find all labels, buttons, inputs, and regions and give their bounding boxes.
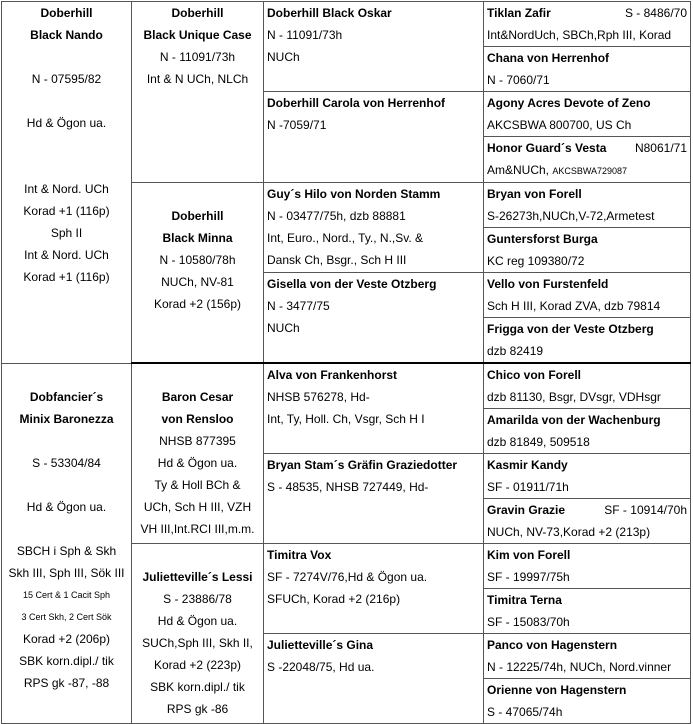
sire-name-line2: Black Nando [30, 28, 103, 42]
ss-titles: Int & N UCh, NLCh [146, 72, 249, 86]
gen4-line: Sch H III, Korad ZVA, dzb 79814 [487, 299, 661, 313]
dam-small: 15 Cert & 1 Cacit Sph [22, 589, 111, 600]
gen4-cell-15 [484, 634, 691, 679]
dam-health: Hd & Ögon ua. [26, 499, 107, 514]
dam-dam-cell [132, 544, 264, 724]
gen4-line: SF - 19997/75h [487, 570, 570, 584]
gen3-name: Doberhill Black Oskar [267, 6, 392, 20]
dam-name-line1: Dobfancier´s [29, 389, 104, 404]
gen4-name: Tiklan Zafir [487, 6, 551, 20]
ds-name-line1: Baron Cesar [161, 390, 234, 404]
sd-korad: Korad +2 (156p) [153, 297, 242, 311]
gen3-cell-7 [264, 544, 484, 634]
gen3-cell-1 [264, 2, 484, 92]
gen4-line: SF - 01911/71h [487, 480, 569, 494]
gen4-cell-10 [484, 409, 691, 454]
gen4-name: Chico von Forell [487, 368, 582, 382]
gen3-line: S - 48535, NHSB 727449, Hd- [267, 480, 429, 494]
gen4-cell-3 [484, 92, 691, 137]
dam-title: SBCH i Sph & Skh [16, 543, 117, 558]
gen3-cell-4 [264, 273, 484, 364]
gen4-line: dzb 81130, Bsgr, DVsgr, VDHsgr [487, 390, 661, 404]
gen3-line: S -22048/75, Hd ua. [267, 660, 375, 674]
sire-health: Hd & Ögon ua. [26, 116, 107, 130]
gen4-cell-8 [484, 318, 691, 364]
gen4-line: KC reg 109380/72 [487, 254, 585, 268]
gen3-name: Timitra Vox [267, 548, 332, 562]
dam-title: RPS gk -87, -88 [23, 675, 110, 690]
gen3-line: NHSB 576278, Hd- [267, 390, 370, 404]
gen4-cell-9 [484, 363, 691, 409]
gen4-name: Vello von Furstenfeld [487, 277, 609, 291]
dd-line: Hd & Ögon ua. [157, 614, 238, 628]
gen4-cell-7 [484, 273, 691, 318]
gen4-name: Honor Guard´s Vesta [487, 141, 607, 155]
sire-name-line1: Doberhill [40, 6, 93, 20]
dd-line: S - 23886/78 [163, 592, 232, 606]
gen4-line: N - 12225/74h, NUCh, Nord.vinner [487, 660, 672, 674]
gen4-line: dzb 82419 [487, 344, 544, 358]
gen4-name: Chana von Herrenhof [487, 51, 610, 65]
gen4-cell-6 [484, 228, 691, 273]
gen4-name: Agony Acres Devote of Zeno [487, 96, 651, 110]
ds-name-line2: von Rensloo [161, 412, 234, 426]
gen4-name: Orienne von Hagenstern [487, 683, 627, 697]
gen3-name: Doberhill Carola von Herrenhof [267, 96, 446, 110]
gen4-line: NUCh, NV-73,Korad +2 (213p) [487, 525, 651, 539]
gen4-line: dzb 81849, 509518 [487, 435, 590, 449]
gen4-name: Amarilda von der Wachenburg [487, 413, 661, 427]
gen4-line: S - 47065/74h [487, 705, 563, 719]
dam-title: Skh III, Sph III, Sök III [8, 565, 125, 580]
gen3-line: N - 11091/73h [267, 28, 343, 42]
dam-title: Korad +2 (206p) [22, 631, 111, 646]
dam-name-line2: Minix Baronezza [19, 411, 114, 426]
gen4-name: Kim von Forell [487, 548, 571, 562]
gen3-name: Alva von Frankenhorst [267, 368, 398, 382]
gen4-cell-2 [484, 47, 691, 92]
sd-titles: NUCh, NV-81 [161, 275, 234, 289]
gen3-line: N - 03477/75h, dzb 88881 [267, 209, 406, 223]
sd-name-line2: Black Minna [162, 231, 233, 245]
gen3-line: SFUCh, Korad +2 (216p) [267, 592, 401, 606]
gen3-cell-2 [264, 92, 484, 183]
gen3-line: Int, Ty, Holl. Ch, Vsgr, Sch H I [267, 412, 425, 426]
gen3-name: Guy´s Hilo von Norden Stamm [267, 187, 441, 201]
ds-line: VH III,Int.RCI III,m.m. [140, 522, 255, 536]
gen3-cell-6 [264, 454, 484, 544]
gen4-line: N - 7060/71 [487, 73, 550, 87]
dam-small: 3 Cert Skh, 2 Cert Sök [21, 611, 112, 622]
dam-cell [2, 363, 132, 724]
ds-line: Ty & Holl BCh & [154, 478, 241, 492]
gen3-line: NUCh [267, 50, 300, 64]
sire-title: Korad +1 (116p) [23, 270, 110, 284]
gen4-cell-14 [484, 589, 691, 634]
dd-line: SUCh,Sph III, Skh II, [142, 636, 253, 650]
gen3-line: Dansk Ch, Bsgr., Sch H III [267, 253, 407, 267]
dd-line: RPS gk -86 [166, 702, 229, 716]
gen4-name: Frigga von der Veste Otzberg [487, 322, 654, 336]
sire-sire-cell [132, 2, 264, 183]
gen4-reg: N8061/71 [634, 141, 687, 155]
gen3-line: N - 3477/75 [267, 299, 330, 313]
gen3-cell-3 [264, 183, 484, 273]
gen3-cell-5 [264, 363, 484, 454]
ds-line: Hd & Ögon ua. [157, 456, 238, 470]
gen4-line: Int&NordUch, SBCh,Rph III, Korad [487, 28, 672, 42]
gen4-cell-5 [484, 183, 691, 228]
gen4-name: Guntersforst Burga [487, 232, 598, 246]
gen3-line: SF - 7274V/76,Hd & Ögon ua. [267, 570, 428, 584]
gen4-name: Panco von Hagenstern [487, 638, 618, 652]
ss-name-line1: Doberhill [171, 6, 224, 20]
sd-reg: N - 10580/78h [159, 253, 236, 267]
sire-reg: N - 07595/82 [31, 72, 102, 86]
dd-line: Korad +2 (223p) [153, 658, 242, 672]
gen3-line: NUCh [267, 321, 300, 335]
sire-title: Int & Nord. UCh [24, 182, 109, 196]
dd-line: SBK korn.dipl./ tik [150, 680, 245, 694]
gen4-name: Gravin Grazie [487, 503, 566, 517]
gen4-line: SF - 15083/70h [487, 615, 570, 629]
gen4-name: Timitra Terna [487, 593, 562, 607]
dd-name: Julietteville´s Lessi [142, 570, 253, 584]
sire-dam-cell [132, 183, 264, 364]
ds-line: UCh, Sch H III, VZH [143, 500, 252, 514]
dam-reg: S - 53304/84 [32, 455, 101, 470]
sire-cell [2, 2, 132, 364]
sire-title: Int & Nord. UCh [24, 248, 109, 262]
gen4-name: Kasmir Kandy [487, 458, 568, 472]
dam-sire-cell [132, 363, 264, 544]
pedigree-table [1, 1, 691, 724]
gen4-cell-11 [484, 454, 691, 499]
ss-reg: N - 11091/73h [159, 50, 236, 64]
gen4-cell-16 [484, 679, 691, 724]
gen4-cell-4 [484, 137, 691, 183]
gen3-name: Bryan Stam´s Gräfin Graziedotter [267, 458, 458, 472]
gen3-cell-8 [264, 634, 484, 724]
gen4-reg: SF - 10914/70h [604, 503, 687, 517]
gen4-name: Bryan von Forell [487, 187, 582, 201]
ds-line: NHSB 877395 [159, 434, 236, 448]
gen3-line: Int, Euro., Nord., Ty., N.,Sv. & [267, 231, 424, 245]
dam-title: SBK korn.dipl./ tik [19, 653, 114, 668]
sd-name-line1: Doberhill [171, 209, 224, 223]
sire-title: Sph II [50, 226, 83, 240]
gen4-cell-13 [484, 544, 691, 589]
gen4-reg: S - 8486/70 [624, 6, 687, 20]
gen4-line: Am&NUCh, [487, 163, 550, 177]
gen4-cell-12 [484, 499, 691, 544]
gen3-line: N -7059/71 [267, 118, 327, 132]
sire-title: Korad +1 (116p) [23, 204, 110, 218]
gen4-small: AKCSBWA729087 [552, 166, 628, 176]
ss-name-line2: Black Unique Case [143, 28, 252, 42]
gen3-name: Julietteville´s Gina [267, 638, 374, 652]
gen4-line: AKCSBWA 800700, US Ch [487, 118, 632, 132]
gen4-cell-1 [484, 2, 691, 47]
gen4-line: S-26273h,NUCh,V-72,Armetest [487, 209, 655, 223]
gen3-name: Gisella von der Veste Otzberg [267, 277, 437, 291]
